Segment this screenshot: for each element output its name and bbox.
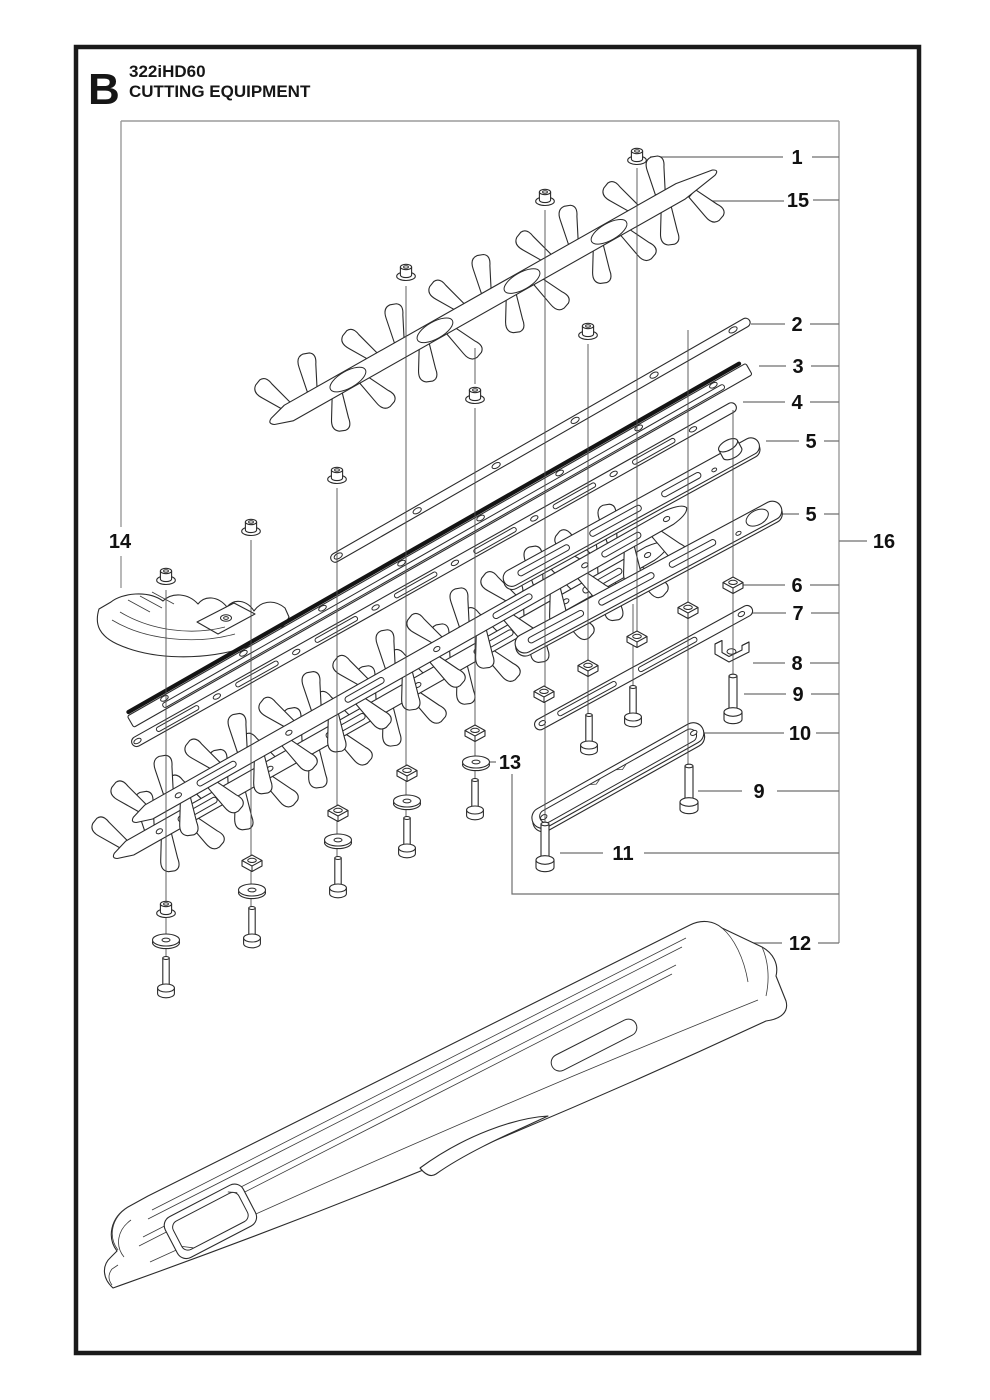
callout-label: 10 (788, 723, 812, 745)
callout-label: 11 (612, 843, 634, 865)
callout-label: 15 (786, 190, 810, 212)
callout-label: 5 (805, 504, 817, 526)
section-letter: B (88, 65, 120, 114)
model-label: 322iHD60 (129, 62, 206, 81)
callout-label: 5 (805, 431, 817, 453)
part-8-clamp-bracket (715, 641, 749, 663)
callout-label: 13 (498, 752, 522, 774)
callout-label: 1 (791, 147, 803, 169)
diagram-title: CUTTING EQUIPMENT (129, 82, 311, 101)
callout-label: 2 (791, 314, 803, 336)
callout-label: 6 (791, 575, 803, 597)
part-9-screw (680, 764, 698, 814)
part-13-washer (463, 756, 490, 771)
callout-label: 3 (792, 356, 804, 378)
callout-label: 9 (792, 684, 804, 706)
callout-label: 7 (792, 603, 804, 625)
header (88, 62, 311, 114)
part-9-screw (724, 674, 742, 724)
callout-label: 16 (872, 531, 896, 553)
callout-label: 8 (791, 653, 803, 675)
part-1-flange-nut (628, 148, 647, 164)
part-6-square-nut (723, 577, 743, 594)
callout-label: 9 (753, 781, 765, 803)
callout-label: 12 (788, 933, 812, 955)
part-12-blade-guard (104, 921, 786, 1288)
part-10-support-bar (527, 719, 709, 836)
callouts (109, 147, 895, 955)
callout-label: 4 (791, 392, 803, 414)
callout-label: 14 (108, 531, 132, 553)
